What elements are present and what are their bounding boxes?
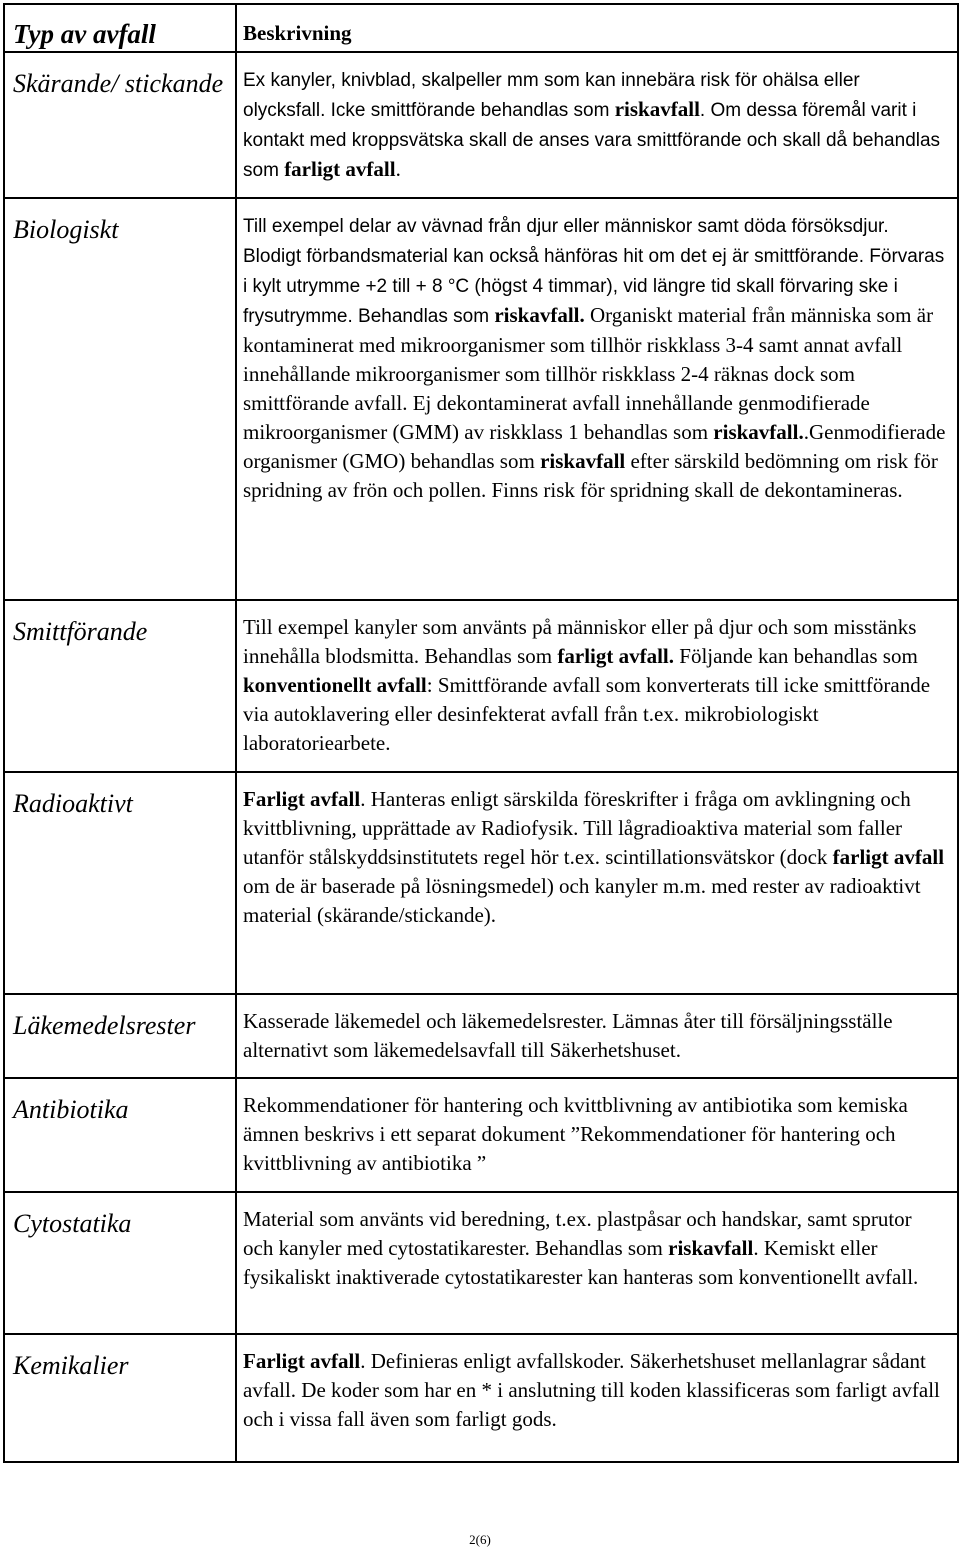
table-row [4, 198, 958, 600]
table-row [4, 1334, 958, 1462]
waste-type: Smittförande [4, 600, 236, 772]
emphasis-text: riskavfall. [494, 303, 585, 327]
plain-text: Till exempel delar av vävnad från djur eller människor samt döda försöksdjur. Blodigt förbandsmaterial kan också hänföras hit om det ej är smittförande. Förvaras i kylt utrymme +2 till + 8 °C (högst 4 timmar), vid längre tid skall förvaring ske i frysutrymme. Behandlas som [243, 216, 945, 327]
emphasis-text: farligt avfall. [557, 644, 675, 668]
table-row [4, 600, 958, 772]
header-type: Typ av avfall [4, 4, 236, 52]
waste-type: Kemikalier [4, 1334, 236, 1462]
plain-text: Till exempel kanyler som använts på människor eller på djur och som misstänks innehålla blodsmitta. Behandlas som [243, 615, 917, 668]
plain-text: . Hanteras enligt särskilda föreskrifter i fråga om avklingning och kvittblivning, upprättade av Radiofysik. Till lågradioaktiva material som faller utanför stålskyddsinstitutets regel hör t.ex. scintillationsvätskor (dock [243, 787, 911, 869]
plain-text: Organiskt material från människa som är kontaminerat med mikroorganismer som tillhör riskklass 3-4 samt annat avfall innehållande mikroorganismer som tillhör riskklass 2-4 räknas dock som smittförande avfall. Ej dekontaminerat avfall innehållande genmodifierade mikroorganismer (GMM) av riskklass 1 behandlas som [243, 303, 934, 444]
plain-text: .Genmodifierade organismer (GMO) behandlas som [243, 420, 946, 473]
table-row [4, 772, 958, 994]
plain-text: om de är baserade på lösningsmedel) och kanyler m.m. med rester av radioaktivt material (skärande/stickande). [243, 874, 921, 927]
plain-text: Rekommendationer för hantering och kvittblivning av antibiotika som kemiska ämnen beskrivs i ett separat dokument ”Rekommendationer för hantering och kvittblivning av antibiotika ” [243, 1093, 908, 1175]
waste-description [236, 52, 958, 198]
plain-text: Kasserade läkemedel och läkemedelsrester. Lämnas åter till försäljningsställe alternativt som läkemedelsavfall till Säkerhetshuset. [243, 1009, 893, 1062]
emphasis-text: farligt avfall [284, 157, 396, 181]
waste-description [236, 1334, 958, 1462]
waste-description [236, 1192, 958, 1334]
table-row [4, 52, 958, 198]
waste-description [236, 1078, 958, 1192]
emphasis-text: riskavfall [668, 1236, 754, 1260]
table-header-row [4, 4, 958, 52]
description-text [243, 1347, 947, 1434]
description-text [243, 211, 947, 505]
waste-description [236, 994, 958, 1078]
waste-type: Radioaktivt [4, 772, 236, 994]
plain-text: : Smittförande avfall som konverterats till icke smittförande via autoklavering eller desinfekterat avfall från t.ex. mikrobiologiskt laboratoriearbete. [243, 673, 931, 755]
emphasis-text: farligt avfall [832, 845, 945, 869]
description-text [243, 1007, 947, 1065]
waste-description [236, 772, 958, 994]
plain-text: Material som använts vid beredning, t.ex. plastpåsar och handskar, samt sprutor och kanyler med cytostatikarester. Behandlas som [243, 1207, 912, 1260]
waste-type: Skärande/ stickande [4, 52, 236, 198]
header-description: Beskrivning [236, 4, 958, 52]
waste-table [3, 3, 959, 1463]
plain-text: efter särskild bedömning om risk för spridning av frön och pollen. Finns risk för spridning skall de dekontamineras. [243, 449, 938, 502]
plain-text: . Om dessa föremål varit i kontakt med kroppsvätska skall de anses vara smittförande och skall då behandlas som [243, 100, 941, 181]
description-text [243, 613, 947, 758]
waste-type: Biologiskt [4, 198, 236, 600]
emphasis-text: riskavfall [614, 97, 700, 121]
plain-text: . [395, 157, 401, 181]
table-body [4, 52, 958, 1462]
description-text [243, 1091, 947, 1178]
plain-text: Ex kanyler, knivblad, skalpeller mm som kan innebära risk för ohälsa eller olycksfall. Icke smittförande behandlas som [243, 70, 860, 121]
plain-text: Följande kan behandlas som [674, 644, 918, 668]
waste-type: Antibiotika [4, 1078, 236, 1192]
description-text [243, 65, 947, 185]
page-number: 2(6) [469, 1532, 491, 1547]
emphasis-text: riskavfall [540, 449, 626, 473]
plain-text: . Definieras enligt avfallskoder. Säkerhetshuset mellanlagrar sådant avfall. De koder som har en * i anslutning till koden klassificeras som farligt avfall och i vissa fall även som farligt gods. [243, 1349, 940, 1431]
plain-text: . Kemiskt eller fysikaliskt inaktiverade cytostatikarester kan hanteras som konventionellt avfall. [243, 1236, 919, 1289]
emphasis-text: riskavfall. [713, 420, 804, 444]
waste-description [236, 600, 958, 772]
table-row [4, 994, 958, 1078]
emphasis-text: Farligt avfall [243, 787, 361, 811]
emphasis-text: Farligt avfall [243, 1349, 361, 1373]
waste-type: Läkemedelsrester [4, 994, 236, 1078]
waste-description [236, 198, 958, 600]
description-text [243, 785, 947, 930]
emphasis-text: konventionellt avfall [243, 673, 427, 697]
table-row [4, 1192, 958, 1334]
description-text [243, 1205, 947, 1292]
table-row [4, 1078, 958, 1192]
waste-type: Cytostatika [4, 1192, 236, 1334]
